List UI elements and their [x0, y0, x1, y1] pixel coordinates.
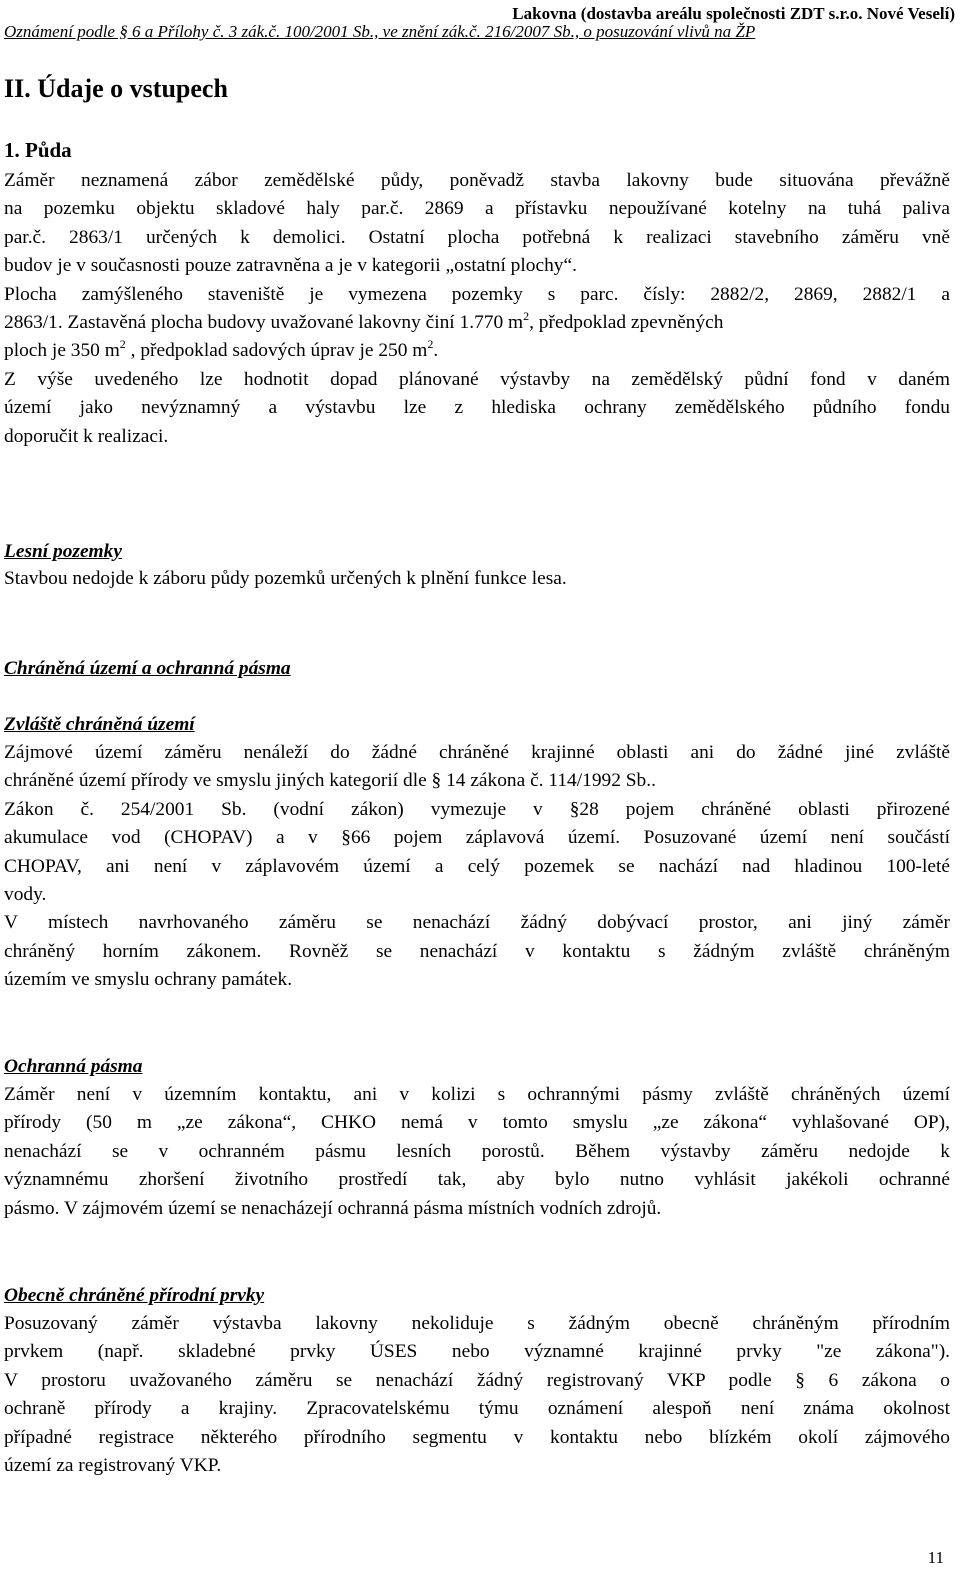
text-line: V místech navrhovaného záměru se nenachází žádný dobývací prostor, ani jiný záměr: [4, 912, 950, 934]
text-line: Z výše uvedeného lze hodnotit dopad plánované výstavby na zemědělský půdní fond v daném: [4, 368, 950, 390]
text-line: [4, 309, 950, 337]
soil-paragraph: [4, 167, 950, 451]
text-line: případné registrace některého přírodního segmentu v kontaktu nebo blízkém okolí zájmového: [4, 1426, 950, 1448]
text-line: prvkem (např. skladebné prvky ÚSES nebo významné krajinné prvky "ze zákona").: [4, 1341, 950, 1363]
protected-areas-paragraph: [4, 739, 950, 995]
text-line: [4, 337, 950, 365]
text-line: budov je v současnosti pouze zatravněna a je v kategorii „ostatní plochy“.: [4, 255, 577, 277]
chapter-title: II. Údaje o vstupech: [4, 74, 228, 103]
text-line: nenachází se v ochranném pásmu lesních porostů. Během výstavby záměru nedojde k: [4, 1140, 950, 1162]
superscript: 2: [523, 309, 530, 324]
text-line: přírody (50 m „ze zákona“, CHKO nemá v tomto smyslu „ze zákona“ vyhlašované OP),: [4, 1112, 950, 1134]
text-line: pásmo. V zájmovém území se nenacházejí ochranná pásma místních vodních zdrojů.: [4, 1197, 662, 1219]
protection-zones-heading: Ochranná pásma: [4, 1056, 143, 1077]
text-line: CHOPAV, ani není v záplavovém území a celý pozemek se nachází nad hladinou 100-leté: [4, 855, 950, 877]
text-fragment: , předpoklad zpevněných: [529, 312, 724, 334]
text-line: Posuzovaný záměr výstavba lakovny nekoliduje s žádným obecně chráněným přírodním: [4, 1313, 950, 1334]
text-line: území jako nevýznamný a výstavbu lze z hlediska ochrany zemědělského půdního fondu: [4, 397, 950, 419]
text-fragment: ploch je 350 m: [4, 340, 120, 362]
page-number: 11: [927, 1548, 944, 1567]
text-line: par.č. 2863/1 určených k demolici. Ostatní plocha potřebná k realizaci stavebního záměru vně: [4, 226, 950, 248]
forest-paragraph: [4, 565, 950, 593]
special-protected-areas-subheading: Zvláště chráněná území: [4, 714, 195, 735]
running-header-subtitle: Oznámení podle § 6 a Přílohy č. 3 zák.č. 100/2001 Sb., ve znění zák.č. 216/2007 Sb., o posuzování vlivů na ŽP: [4, 22, 756, 41]
text-line: Plocha zamýšleného staveniště je vymezena pozemky s parc. čísly: 2882/2, 2869, 2882/1 a: [4, 283, 950, 305]
text-line: významnému zhoršení životního prostředí tak, aby bylo nutno vyhlásit jakékoli ochranné: [4, 1169, 950, 1191]
text-line: chráněné území přírody ve smyslu jiných kategorií dle § 14 zákona č. 114/1992 Sb..: [4, 770, 656, 792]
section-title: 1. Půda: [4, 138, 72, 162]
text-line: vody.: [4, 884, 47, 906]
text-line: ochraně přírody a krajiny. Zpracovatelskému týmu oznámení alespoň není známa okolnost: [4, 1398, 950, 1420]
text-line: chráněný horním zákonem. Rovněž se nenachází v kontaktu s žádným zvláště chráněným: [4, 940, 950, 962]
text-fragment: , předpoklad sadových úprav je 250 m: [125, 340, 428, 362]
text-line: Záměr neznamená zábor zemědělské půdy, poněvadž stavba lakovny bude situována převážně: [4, 170, 950, 191]
text-line: Stavbou nedojde k záboru půdy pozemků určených k plnění funkce lesa.: [4, 568, 567, 589]
text-line: Zákon č. 254/2001 Sb. (vodní zákon) vymezuje v §28 pojem chráněné oblasti přirozené: [4, 798, 950, 820]
text-line: území za registrovaný VKP.: [4, 1455, 222, 1477]
text-fragment: .: [433, 340, 439, 362]
forest-heading: Lesní pozemky: [4, 541, 122, 562]
text-line: V prostoru uvažovaného záměru se nenachází žádný registrovaný VKP podle § 6 zákona o: [4, 1369, 950, 1391]
protection-zones-paragraph: [4, 1081, 950, 1223]
text-line: Záměr není v územním kontaktu, ani v kolizi s ochrannými pásmy zvláště chráněných území: [4, 1084, 950, 1105]
protected-areas-heading: Chráněná území a ochranná pásma: [4, 658, 291, 679]
text-line: doporučit k realizaci.: [4, 425, 169, 447]
running-header-title: Lakovna (dostavba areálu společnosti ZDT s.r.o. Nové Veselí): [512, 4, 955, 23]
text-line: akumulace vod (CHOPAV) a v §66 pojem záplavová území. Posuzované území není součástí: [4, 827, 950, 849]
natural-elements-paragraph: [4, 1310, 950, 1480]
superscript: 2: [119, 337, 126, 352]
natural-elements-heading: Obecně chráněné přírodní prvky: [4, 1285, 265, 1306]
text-line: územím ve smyslu ochrany památek.: [4, 969, 293, 991]
text-fragment: 2863/1. Zastavěná plocha budovy uvažované lakovny činí 1.770 m: [4, 312, 524, 334]
text-line: Zájmové území záměru nenáleží do žádné chráněné krajinné oblasti ani do žádné jiné zvláště: [4, 742, 950, 763]
superscript: 2: [427, 337, 434, 352]
text-line: na pozemku objektu skladové haly par.č. 2869 a přístavku nepoužívané kotelny na tuhá paliva: [4, 198, 950, 220]
